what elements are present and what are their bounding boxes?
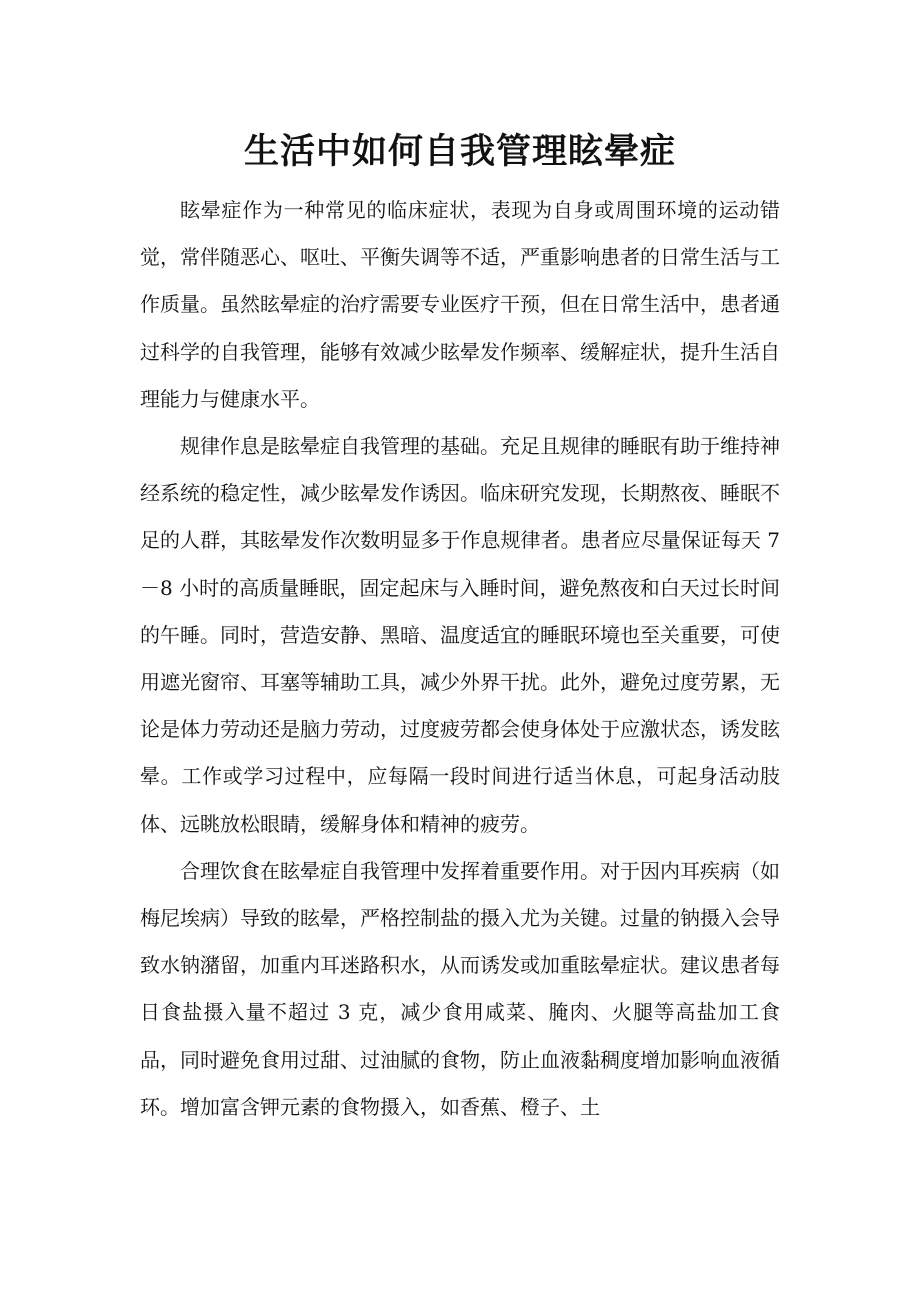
paragraph-regular-routine: 规律作息是眩晕症自我管理的基础。充足且规律的睡眠有助于维持神经系统的稳定性，减少眩晕发作诱因。临床研究发现，长期熬夜、睡眠不足的人群，其眩晕发作次数明显多于作息规律者。患者应尽量保证每天 7－8 小时的高质量睡眠，固定起床与入睡时间，避免熬夜和白天过长时间的午睡。同时，营造安静、黑暗、温度适宜的睡眠环境也至关重要，可使用遮光窗帘、耳塞等辅助工具，减少外界干扰。此外，避免过度劳累，无论是体力劳动还是脑力劳动，过度疲劳都会使身体处于应激状态，诱发眩晕。工作或学习过程中，应每隔一段时间进行适当休息，可起身活动肢体、远眺放松眼睛，缓解身体和精神的疲劳。: [140, 434, 780, 836]
document-body: [140, 187, 780, 1131]
document-title: 生活中如何自我管理眩晕症: [243, 132, 676, 172]
paragraph-reasonable-diet: 合理饮食在眩晕症自我管理中发挥着重要作用。对于因内耳疾病（如梅尼埃病）导致的眩晕，严格控制盐的摄入尤为关键。过量的钠摄入会导致水钠潴留，加重内耳迷路积水，从而诱发或加重眩晕症状。建议患者每日食盐摄入量不超过 3 克，减少食用咸菜、腌肉、火腿等高盐加工食品，同时避免食用过甜、过油腻的食物，防止血液黏稠度增加影响血液循环。增加富含钾元素的食物摄入，如香蕉、橙子、土: [140, 858, 780, 1119]
paragraph-intro: 眩晕症作为一种常见的临床症状，表现为自身或周围环境的运动错觉，常伴随恶心、呕吐、平衡失调等不适，严重影响患者的日常生活与工作质量。虽然眩晕症的治疗需要专业医疗干预，但在日常生活中，患者通过科学的自我管理，能够有效减少眩晕发作频率、缓解症状，提升生活自理能力与健康水平。: [140, 198, 780, 411]
